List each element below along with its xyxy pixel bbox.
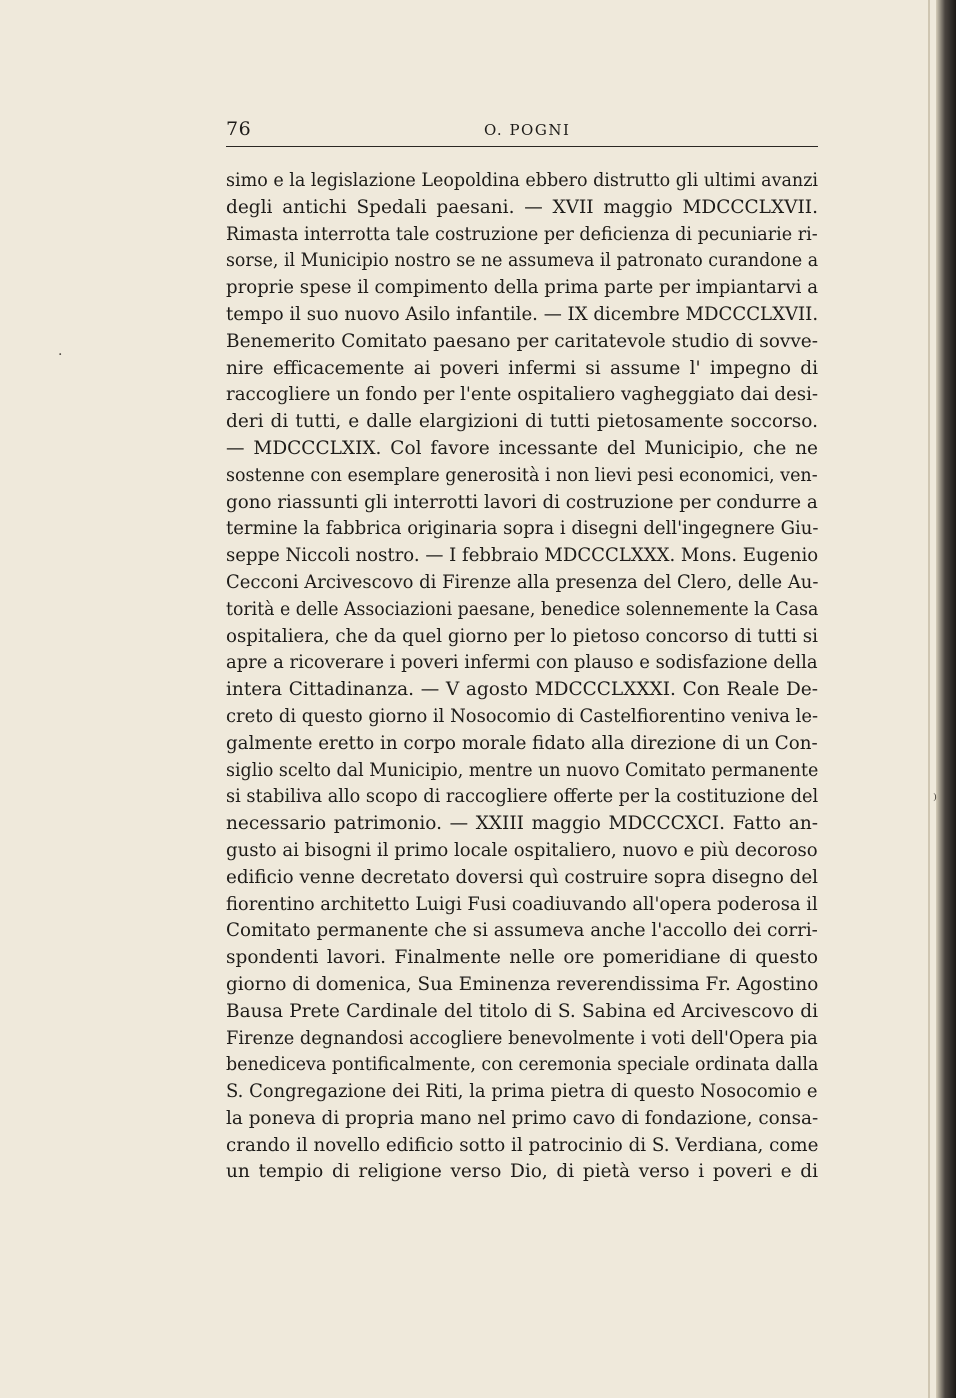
page-edge-shadow bbox=[936, 0, 956, 1398]
text-line: sostenne con esemplare generosità i non lievi pesi economici, ven- bbox=[226, 464, 818, 486]
text-line: Firenze degnandosi accogliere benevolmente i voti dell'Opera pia bbox=[226, 1027, 818, 1049]
text-line: sorse, il Municipio nostro se ne assumeva il patronato curandone a bbox=[226, 250, 819, 272]
text-line: deri di tutti, e dalle elargizioni di tutti pietosamente soccorso. bbox=[226, 411, 818, 433]
text-line: Bausa Prete Cardinale del titolo di S. Sabina ed Arcivescovo di bbox=[226, 1000, 818, 1022]
text-line: — MDCCCLXIX. Col favore incessante del Municipio, che ne bbox=[226, 437, 818, 459]
page-number: 76 bbox=[226, 118, 252, 140]
text-line: Benemerito Comitato paesano per caritatevole studio di sovve- bbox=[226, 330, 818, 352]
page-header bbox=[226, 118, 818, 148]
text-line: fiorentino architetto Luigi Fusi coadiuvando all'opera poderosa il bbox=[226, 893, 818, 915]
text-line: la poneva di propria mano nel primo cavo di fondazione, consa- bbox=[226, 1107, 819, 1129]
header-rule bbox=[226, 146, 818, 147]
margin-mark-right: ⁾ bbox=[933, 790, 937, 809]
text-line: benediceva pontificalmente, con ceremonia speciale ordinata dalla bbox=[226, 1054, 819, 1076]
text-line: termine la fabbrica originaria sopra i disegni dell'ingegnere Giu- bbox=[226, 518, 819, 540]
text-line: siglio scelto dal Municipio, mentre un nuovo Comitato permanente bbox=[226, 759, 819, 781]
text-line: Rimasta interrotta tale costruzione per deficienza di pecuniarie ri- bbox=[226, 223, 818, 245]
text-line: creto di questo giorno il Nosocomio di Castelfiorentino veniva le- bbox=[226, 705, 819, 727]
text-line: raccogliere un fondo per l'ente ospitaliero vagheggiato dai desi- bbox=[226, 384, 819, 406]
text-line: un tempio di religione verso Dio, di pietà verso i poveri e di bbox=[226, 1161, 818, 1183]
text-line: spondenti lavori. Finalmente nelle ore pomeridiane di questo bbox=[226, 947, 818, 969]
text-line: seppe Niccoli nostro. — I febbraio MDCCCLXXX. Mons. Eugenio bbox=[226, 545, 819, 567]
text-line: ospitaliera, che da quel giorno per lo pietoso concorso di tutti si bbox=[226, 625, 818, 647]
text-line: necessario patrimonio. — XXIII maggio MDCCCXCI. Fatto an- bbox=[226, 813, 818, 835]
page-inner-edge bbox=[928, 0, 930, 1398]
text-line: torità e delle Associazioni paesane, benedice solennemente la Casa bbox=[226, 598, 819, 620]
text-line: proprie spese il compimento della prima parte per impiantarvi a bbox=[226, 277, 819, 299]
margin-mark-left: · bbox=[58, 347, 63, 363]
text-line: si stabiliva allo scopo di raccogliere offerte per la costituzione del bbox=[226, 786, 819, 808]
text-line: giorno di domenica, Sua Eminenza reverendissima Fr. Agostino bbox=[226, 973, 819, 995]
text-line: Comitato permanente che si assumeva anche l'accollo dei corri- bbox=[226, 920, 818, 942]
text-line: edificio venne decretato doversi quì costruire sopra disegno del bbox=[226, 866, 819, 888]
text-line: apre a ricoverare i poveri infermi con plauso e sodisfazione della bbox=[226, 652, 818, 674]
text-line: S. Congregazione dei Riti, la prima pietra di questo Nosocomio e bbox=[226, 1081, 818, 1103]
body-text bbox=[226, 168, 818, 1186]
running-head: O. POGNI bbox=[484, 121, 571, 139]
text-line: nire efficacemente ai poveri infermi si assume l' impegno di bbox=[226, 357, 818, 379]
text-line: Cecconi Arcivescovo di Firenze alla presenza del Clero, delle Au- bbox=[226, 571, 819, 593]
text-line: gono riassunti gli interrotti lavori di costruzione per condurre a bbox=[226, 491, 818, 513]
text-line: tempo il suo nuovo Asilo infantile. — IX dicembre MDCCCLXVII. bbox=[226, 303, 819, 325]
text-line: gusto ai bisogni il primo locale ospitaliero, nuovo e più decoroso bbox=[226, 839, 818, 861]
text-line: degli antichi Spedali paesani. — XVII maggio MDCCCLXVII. bbox=[226, 196, 818, 218]
text-line: galmente eretto in corpo morale fidato alla direzione di un Con- bbox=[226, 732, 818, 754]
text-line: crando il novello edificio sotto il patrocinio di S. Verdiana, come bbox=[226, 1134, 819, 1156]
text-line: intera Cittadinanza. — V agosto MDCCCLXXXI. Con Reale De- bbox=[226, 679, 818, 701]
text-line: simo e la legislazione Leopoldina ebbero distrutto gli ultimi avanzi bbox=[226, 170, 819, 191]
